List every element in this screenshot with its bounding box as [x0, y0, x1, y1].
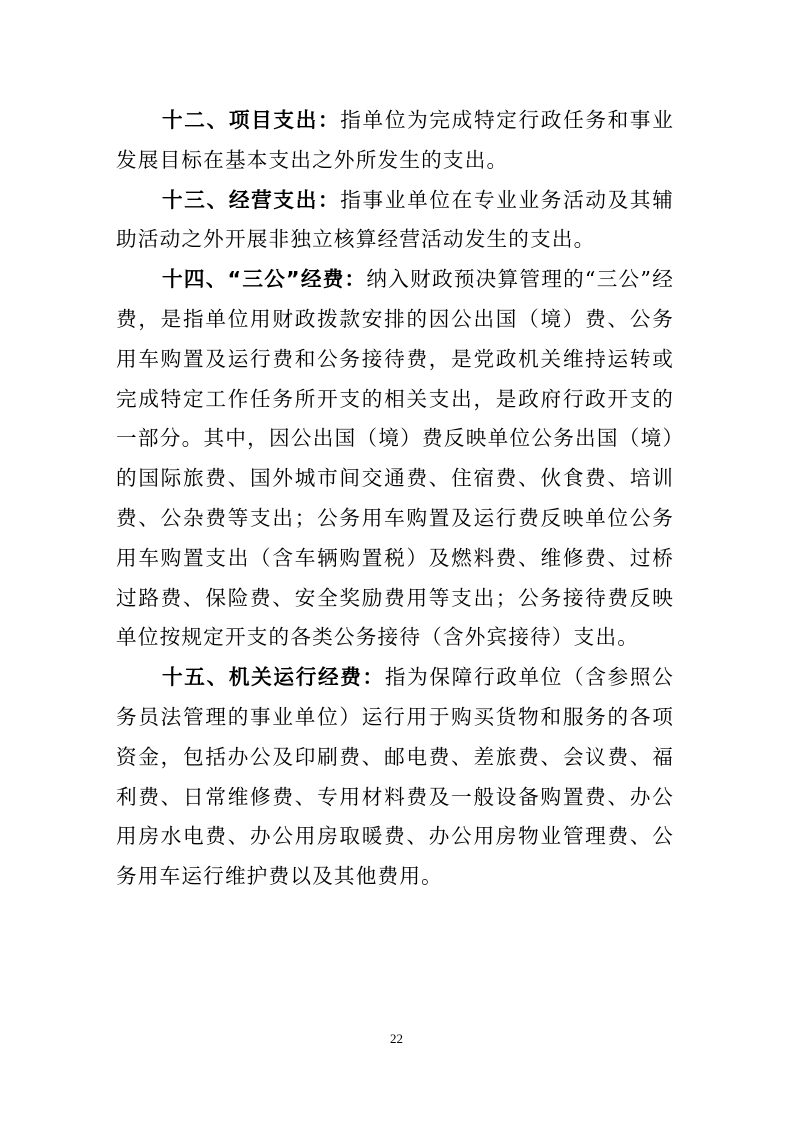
paragraph-text: 纳入财政预决算管理的“三公”经费，是指单位用财政拨款安排的因公出国（境）费、公务用车购置及运行费和公务接待费，是党政机关维持运转或完成特定工作任务所开支的相关支出，是政府行政开支的一部分。其中，因公出国（境）费反映单位公务出国（境）的国际旅费、国外城市间交通费、住宿费、伙食费、培训费、公杂费等支出；公务用车购置及运行费反映单位公务用车购置支出（含车辆购置税）及燃料费、维修费、过桥过路费、保险费、安全奖励费用等支出；公务接待费反映单位按规定开支的各类公务接待（含外宾接待）支出。 — [116, 267, 674, 650]
paragraph-three-public-expenses — [116, 260, 674, 658]
paragraph-heading: 十四、“三公”经费： — [162, 267, 367, 292]
paragraph-heading: 十五、机关运行经费： — [162, 665, 385, 690]
page-number: 22 — [390, 1031, 403, 1046]
paragraph-operating-expenditure — [116, 181, 674, 261]
paragraph-project-expenditure — [116, 101, 674, 181]
paragraph-heading: 十三、经营支出： — [162, 187, 341, 212]
paragraph-heading: 十二、项目支出： — [162, 108, 341, 132]
paragraph-text: 指为保障行政单位（含参照公务员法管理的事业单位）运行用于购买货物和服务的各项资金，包括办公及印刷费、邮电费、差旅费、会议费、福利费、日常维修费、专用材料费及一般设备购置费、办公用房水电费、办公用房取暖费、办公用房物业管理费、公务用车运行维护费以及其他费用。 — [116, 665, 675, 889]
paragraph-agency-operating-funds — [116, 658, 674, 897]
paragraph-text: 指事业单位在专业业务活动及其辅助活动之外开展非独立核算经营活动发生的支出。 — [116, 187, 675, 252]
paragraph-text: 指单位为完成特定行政任务和事业发展目标在基本支出之外所发生的支出。 — [116, 108, 675, 172]
document-body — [116, 101, 674, 897]
